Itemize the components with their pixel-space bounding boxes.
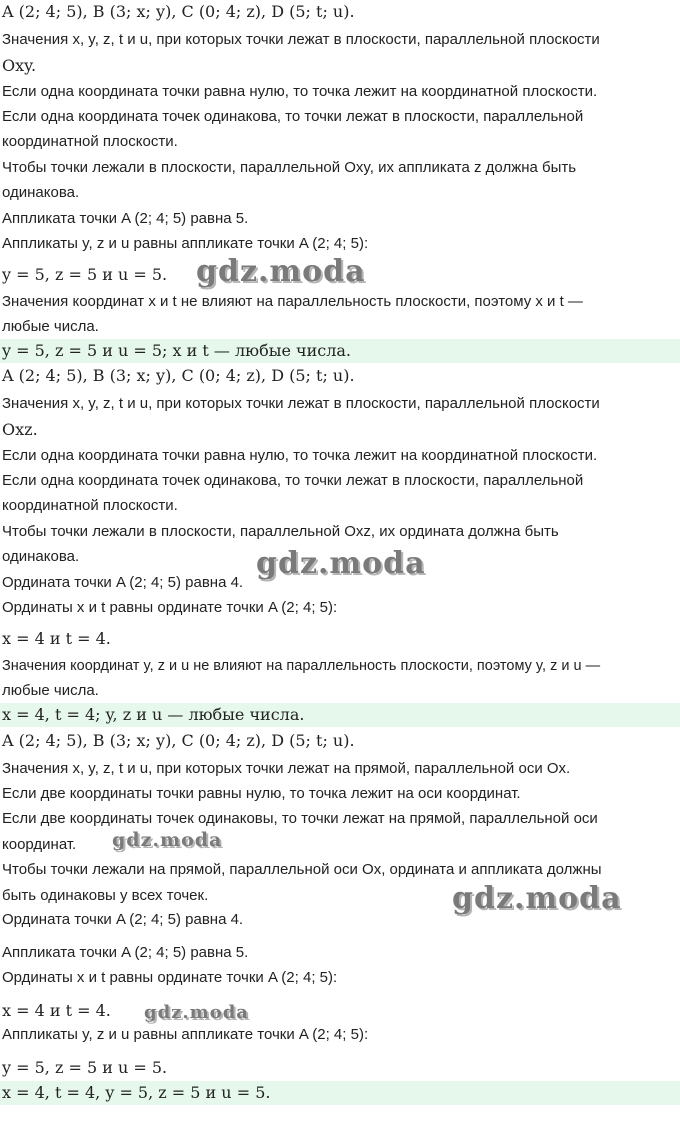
section3-line: быть одинаковы у всех точек. bbox=[2, 887, 209, 904]
section1-line: Аппликаты y, z и u равны аппликате точки A (2; 4; 5): bbox=[2, 235, 369, 252]
section3-line: x = 4 и t = 4. bbox=[2, 1001, 111, 1020]
section3-answer: x = 4, t = 4, y = 5, z = 5 и u = 5. bbox=[2, 1083, 271, 1102]
section1-answer: y = 5, z = 5 и u = 5; x и t — любые числа. bbox=[2, 341, 351, 360]
section3-line: Чтобы точки лежали на прямой, параллельной оси Ox, ордината и аппликата должны bbox=[2, 861, 602, 878]
section1-line: y = 5, z = 5 и u = 5. bbox=[2, 265, 168, 284]
section2-line: x = 4 и t = 4. bbox=[2, 629, 111, 648]
section1-line: Значения координат x и t не влияют на параллельность плоскости, поэтому x и t — bbox=[2, 293, 583, 310]
section1-line: Значения x, y, z, t и u, при которых точки лежат в плоскости, параллельной плоскости bbox=[2, 31, 600, 48]
section1-line: Oxy. bbox=[2, 56, 37, 75]
section2-points: A (2; 4; 5), B (3; x; y), C (0; 4; z), D (5; t; u). bbox=[2, 366, 355, 385]
section1-line: координатной плоскости. bbox=[2, 133, 178, 150]
section1-line: Чтобы точки лежали в плоскости, параллельной Oxy, их аппликата z должна быть bbox=[2, 159, 577, 176]
section3-line: Если две координаты точек одинаковы, то точки лежат на прямой, параллельной оси bbox=[2, 810, 598, 827]
section1-line: одинакова. bbox=[2, 184, 80, 201]
section2-line: Если одна координата точки равна нулю, то точка лежит на координатной плоскости. bbox=[2, 447, 598, 464]
section3-line: Ординаты x и t равны ординате точки A (2; 4; 5): bbox=[2, 969, 338, 986]
section2-line: Ордината точки A (2; 4; 5) равна 4. bbox=[2, 574, 244, 591]
section1-line: Если одна координата точки равна нулю, то точка лежит на координатной плоскости. bbox=[2, 83, 598, 100]
section2-line: Oxz. bbox=[2, 420, 38, 439]
section3-line: Аппликаты y, z и u равны аппликате точки A (2; 4; 5): bbox=[2, 1026, 369, 1043]
section2-line: Если одна координата точек одинакова, то точки лежат в плоскости, параллельной bbox=[2, 472, 584, 489]
section2-line: Значения x, y, z, t и u, при которых точки лежат в плоскости, параллельной плоскости bbox=[2, 395, 600, 412]
section2-answer: x = 4, t = 4; y, z и u — любые числа. bbox=[2, 705, 305, 724]
section1-line: Аппликата точки A (2; 4; 5) равна 5. bbox=[2, 210, 249, 227]
section3-line: координат. bbox=[2, 836, 77, 853]
section2-line: любые числа. bbox=[2, 682, 99, 699]
section1-line: любые числа. bbox=[2, 318, 99, 335]
section2-line: координатной плоскости. bbox=[2, 497, 178, 514]
section3-line: Ордината точки A (2; 4; 5) равна 4. bbox=[2, 911, 244, 928]
watermark-logo: gdz.moda bbox=[256, 546, 426, 581]
watermark-logo: gdz.moda bbox=[112, 829, 223, 851]
section1-points: A (2; 4; 5), B (3; x; y), C (0; 4; z), D (5; t; u). bbox=[2, 2, 355, 21]
section3-line: y = 5, z = 5 и u = 5. bbox=[2, 1058, 168, 1077]
section3-line: Значения x, y, z, t и u, при которых точки лежат на прямой, параллельной оси Ox. bbox=[2, 760, 571, 777]
section2-line: одинакова. bbox=[2, 548, 80, 565]
section2-line: Чтобы точки лежали в плоскости, параллельной Oxz, их ордината должна быть bbox=[2, 523, 559, 540]
section3-points: A (2; 4; 5), B (3; x; y), C (0; 4; z), D (5; t; u). bbox=[2, 731, 355, 750]
section3-line: Аппликата точки A (2; 4; 5) равна 5. bbox=[2, 944, 249, 961]
section2-line: Значения координат y, z и u не влияют на параллельность плоскости, поэтому y, z и u — bbox=[2, 658, 601, 674]
section1-line: Если одна координата точек одинакова, то точки лежат в плоскости, параллельной bbox=[2, 108, 584, 125]
watermark-logo: gdz.moda bbox=[196, 254, 366, 289]
section3-line: Если две координаты точки равны нулю, то точка лежит на оси координат. bbox=[2, 785, 521, 802]
section2-line: Ординаты x и t равны ординате точки A (2; 4; 5): bbox=[2, 599, 338, 616]
watermark-logo: gdz.moda bbox=[452, 881, 622, 916]
watermark-logo: gdz.moda bbox=[144, 1002, 249, 1023]
